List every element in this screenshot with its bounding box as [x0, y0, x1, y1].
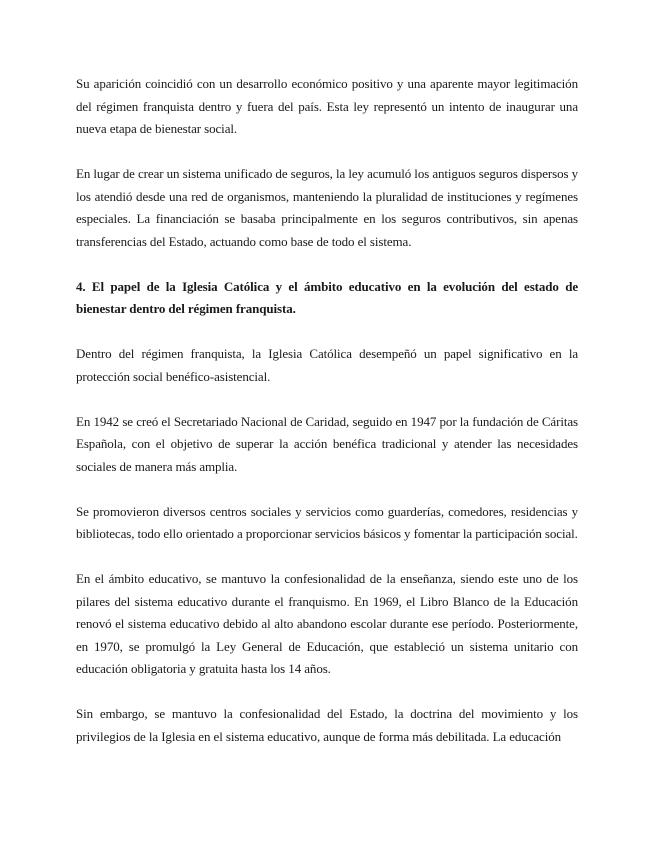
section-heading: 4. El papel de la Iglesia Católica y el ámbito educativo en la evolución del estado de bienestar dentro del régimen franquista. [76, 278, 578, 316]
paragraph-centros-sociales: Se promovieron diversos centros sociales y servicios como guarderías, comedores, residencias y bibliotecas, todo ello orientado a proporcionar servicios básicos y fomentar la participación social. [76, 503, 578, 541]
paragraph-ambito-educativo: En el ámbito educativo, se mantuvo la confesionalidad de la enseñanza, siendo este uno de los pilares del sistema educativo durante el franquismo. En 1969, el Libro Blanco de la Educación renovó el sistema educativo debido al alto abandono escolar durante ese período. Posteriormente, en 1970, se promulgó la Ley General de Educación, que estableció un sistema unitario con educación obligatoria y gratuita hasta los 14 años. [76, 571, 578, 676]
paragraph-iglesia-papel: Dentro del régimen franquista, la Iglesia Católica desempeñó un papel significativo en la protección social benéfico-asistencial. [76, 346, 578, 384]
paragraph-confesionalidad: Sin embargo, se mantuvo la confesionalidad del Estado, la doctrina del movimiento y los privilegios de la Iglesia en el sistema educativo, aunque de forma más debilitada. La educación [76, 706, 578, 744]
paragraph-seguros-dispersos: En lugar de crear un sistema unificado de seguros, la ley acumuló los antiguos seguros dispersos y los atendió desde una red de organismos, manteniendo la pluralidad de instituciones y regímenes especiales. La financiación se basaba principalmente en los seguros contributivos, sin apenas transferencias del Estado, actuando como base de todo el sistema. [76, 166, 578, 249]
paragraph-caritas: En 1942 se creó el Secretariado Nacional de Caridad, seguido en 1947 por la fundación de Cáritas Española, con el objetivo de superar la acción benéfica tradicional y atender las necesidades sociales de manera más amplia. [76, 413, 578, 474]
paragraph-ley-legitimacion: Su aparición coincidió con un desarrollo económico positivo y una aparente mayor legitimación del régimen franquista dentro y fuera del país. Esta ley representó un intento de inaugurar una nueva etapa de bienestar social. [76, 76, 578, 136]
document-body [76, 73, 578, 771]
